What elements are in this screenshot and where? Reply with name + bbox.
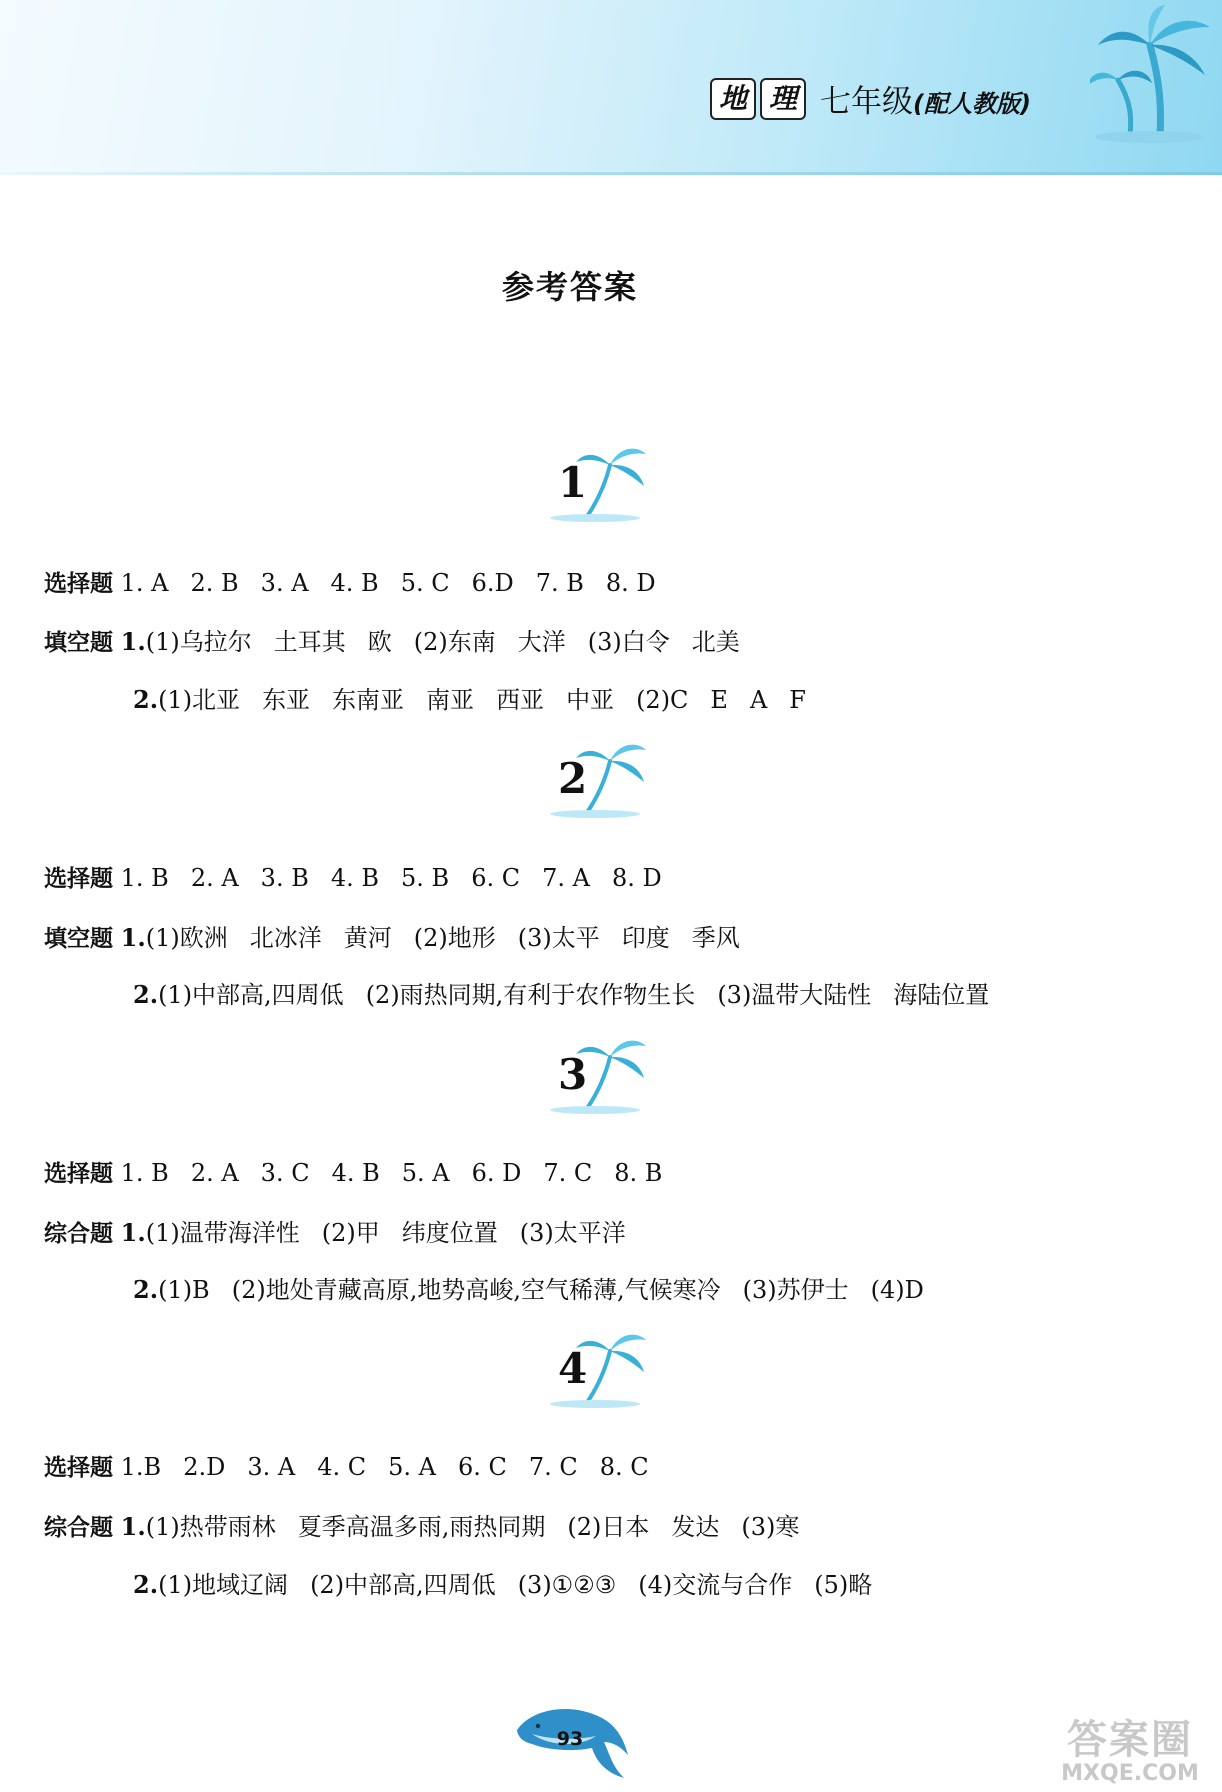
answer-part: (3)白令 <box>587 628 670 656</box>
page-number: 93 <box>556 1728 584 1750</box>
answer-part: (3)①②③ <box>517 1571 617 1599</box>
answer-part: (1)中部高,四周低 <box>158 981 344 1009</box>
answer-item: 8. D <box>605 569 656 597</box>
section-label: 选择题 <box>44 866 113 892</box>
answer-part: 东亚 <box>262 686 311 714</box>
answer-part: F <box>789 686 806 714</box>
answer-part: (2)日本 <box>567 1513 650 1541</box>
section-label: 综合题 <box>44 1515 113 1541</box>
answer-item: 8. D <box>611 864 662 892</box>
section-label: 选择题 <box>44 1161 113 1187</box>
unit-heading <box>540 440 650 525</box>
answer-part: (3)太平洋 <box>519 1219 626 1247</box>
answer-line <box>44 860 662 893</box>
subject-char-box: 地 <box>710 78 756 120</box>
answer-part: (5)略 <box>814 1571 873 1599</box>
answer-part: (1)地域辽阔 <box>158 1571 289 1599</box>
question-number: 1. <box>120 627 146 656</box>
section-label: 填空题 <box>44 926 113 952</box>
answer-part: (4)D <box>870 1276 924 1304</box>
answer-item: 2. A <box>190 864 239 892</box>
palm-tree-icon <box>1090 5 1220 145</box>
answer-part: (2)地形 <box>413 924 496 952</box>
answer-item: 1. B <box>120 864 169 892</box>
answer-part: 夏季高温多雨,雨热同期 <box>297 1513 546 1541</box>
answer-item: 7. C <box>528 1453 578 1481</box>
question-number: 2. <box>133 685 159 714</box>
answer-part: 大洋 <box>517 628 566 656</box>
unit-heading <box>540 736 650 821</box>
answer-part: 中亚 <box>566 686 615 714</box>
section-label: 综合题 <box>44 1221 113 1247</box>
answer-part: 西亚 <box>496 686 545 714</box>
answer-part: 印度 <box>621 924 670 952</box>
palm-tree-icon <box>540 1032 650 1117</box>
answer-part: 南亚 <box>426 686 475 714</box>
answer-item: 4. B <box>330 569 379 597</box>
answer-part: 北冰洋 <box>249 924 322 952</box>
answer-part: (1)北亚 <box>158 686 241 714</box>
answer-part: (3)寒 <box>741 1513 800 1541</box>
answer-line <box>44 918 740 953</box>
answer-part: 纬度位置 <box>401 1219 498 1247</box>
answer-item: 1. A <box>120 569 169 597</box>
answer-part: 东南亚 <box>332 686 405 714</box>
answer-part: A <box>749 686 768 714</box>
answer-item: 2.D <box>183 1453 226 1481</box>
answer-part: (1)B <box>158 1276 210 1304</box>
answer-part: E <box>710 686 728 714</box>
answer-part: 黄河 <box>343 924 392 952</box>
palm-tree-icon <box>540 1326 650 1411</box>
answer-item: 3. C <box>260 1159 310 1187</box>
unit-heading <box>540 1326 650 1411</box>
answer-part: (2)甲 <box>321 1219 380 1247</box>
grade-text: 七年级 <box>820 84 913 120</box>
answer-part: (1)温带海洋性 <box>145 1219 300 1247</box>
header-divider <box>0 172 1222 175</box>
watermark-sub: MXQE.COM <box>1061 1761 1199 1786</box>
question-number: 1. <box>120 1218 146 1247</box>
answer-part: (3)太平 <box>517 924 600 952</box>
answer-item: 1.B <box>120 1453 162 1481</box>
answer-item: 2. A <box>190 1159 239 1187</box>
answer-item: 8. B <box>614 1159 663 1187</box>
section-label: 选择题 <box>44 1455 113 1481</box>
answer-part: (4)交流与合作 <box>638 1571 793 1599</box>
answer-item: 3. A <box>260 569 309 597</box>
answer-part: 土耳其 <box>273 628 346 656</box>
answer-item: 5. B <box>401 864 450 892</box>
answer-part: (1)乌拉尔 <box>145 628 252 656</box>
answer-item: 2. B <box>190 569 239 597</box>
answer-line <box>133 1565 872 1600</box>
answer-item: 4. B <box>330 864 380 892</box>
answer-item: 5. C <box>400 569 450 597</box>
answer-part: 欧 <box>367 628 392 656</box>
answer-part: 北美 <box>691 628 740 656</box>
unit-number: 4 <box>558 1344 588 1393</box>
answer-item: 1. B <box>120 1159 169 1187</box>
answer-line <box>44 1213 626 1248</box>
answer-line <box>44 1155 662 1188</box>
palm-tree-icon <box>540 440 650 525</box>
answer-part: (1)热带雨林 <box>145 1513 276 1541</box>
question-number: 2. <box>133 1570 159 1599</box>
question-number: 1. <box>120 923 146 952</box>
answer-part: 季风 <box>691 924 740 952</box>
section-label: 选择题 <box>44 571 113 597</box>
answer-part: (2)地处青藏高原,地势高峻,空气稀薄,气候寒冷 <box>231 1276 721 1304</box>
answer-part: (2)中部高,四周低 <box>310 1571 496 1599</box>
watermark <box>1040 1708 1220 1786</box>
answer-item: 5. A <box>401 1159 450 1187</box>
header-band <box>0 0 1222 175</box>
answer-part: (2)东南 <box>413 628 496 656</box>
question-number: 2. <box>133 980 159 1009</box>
answer-item: 4. B <box>331 1159 380 1187</box>
answer-part: 发达 <box>671 1513 720 1541</box>
answer-part: (2)雨热同期,有利于农作物生长 <box>365 981 696 1009</box>
palm-tree-icon <box>540 736 650 821</box>
answer-part: (3)温带大陆性 <box>717 981 872 1009</box>
answer-line <box>44 1449 649 1482</box>
unit-number: 1 <box>558 458 588 507</box>
answer-line <box>133 975 989 1010</box>
answer-item: 8. C <box>599 1453 649 1481</box>
answer-part: (2)C <box>636 686 689 714</box>
answer-item: 6.D <box>471 569 514 597</box>
answer-item: 6. D <box>471 1159 522 1187</box>
watermark-main: 答案圈 <box>1067 1717 1193 1763</box>
answer-item: 4. C <box>317 1453 367 1481</box>
subject-char-box: 理 <box>760 78 806 120</box>
unit-number: 3 <box>558 1050 588 1099</box>
answer-item: 6. C <box>457 1453 507 1481</box>
section-label: 填空题 <box>44 630 113 656</box>
page-title: 参考答案 <box>501 268 638 306</box>
edition-text: (配人教版) <box>913 90 1031 118</box>
answer-item: 7. B <box>535 569 584 597</box>
answer-part: (1)欧洲 <box>145 924 228 952</box>
answer-item: 7. A <box>542 864 590 892</box>
unit-number: 2 <box>558 754 588 803</box>
answer-line <box>44 565 656 598</box>
answer-item: 5. A <box>388 1453 436 1481</box>
answer-item: 3. B <box>260 864 309 892</box>
question-number: 2. <box>133 1275 159 1304</box>
answer-line <box>133 1270 924 1305</box>
answer-line <box>44 622 740 657</box>
answer-item: 3. A <box>247 1453 296 1481</box>
answer-part: 海陆位置 <box>893 981 990 1009</box>
answer-part: (3)苏伊士 <box>742 1276 849 1304</box>
answer-item: 6. C <box>471 864 521 892</box>
question-number: 1. <box>120 1512 146 1541</box>
answer-line <box>44 1507 799 1542</box>
answer-line <box>133 680 806 715</box>
grade-label <box>820 76 1031 121</box>
unit-heading <box>540 1032 650 1117</box>
answer-item: 7. C <box>543 1159 593 1187</box>
